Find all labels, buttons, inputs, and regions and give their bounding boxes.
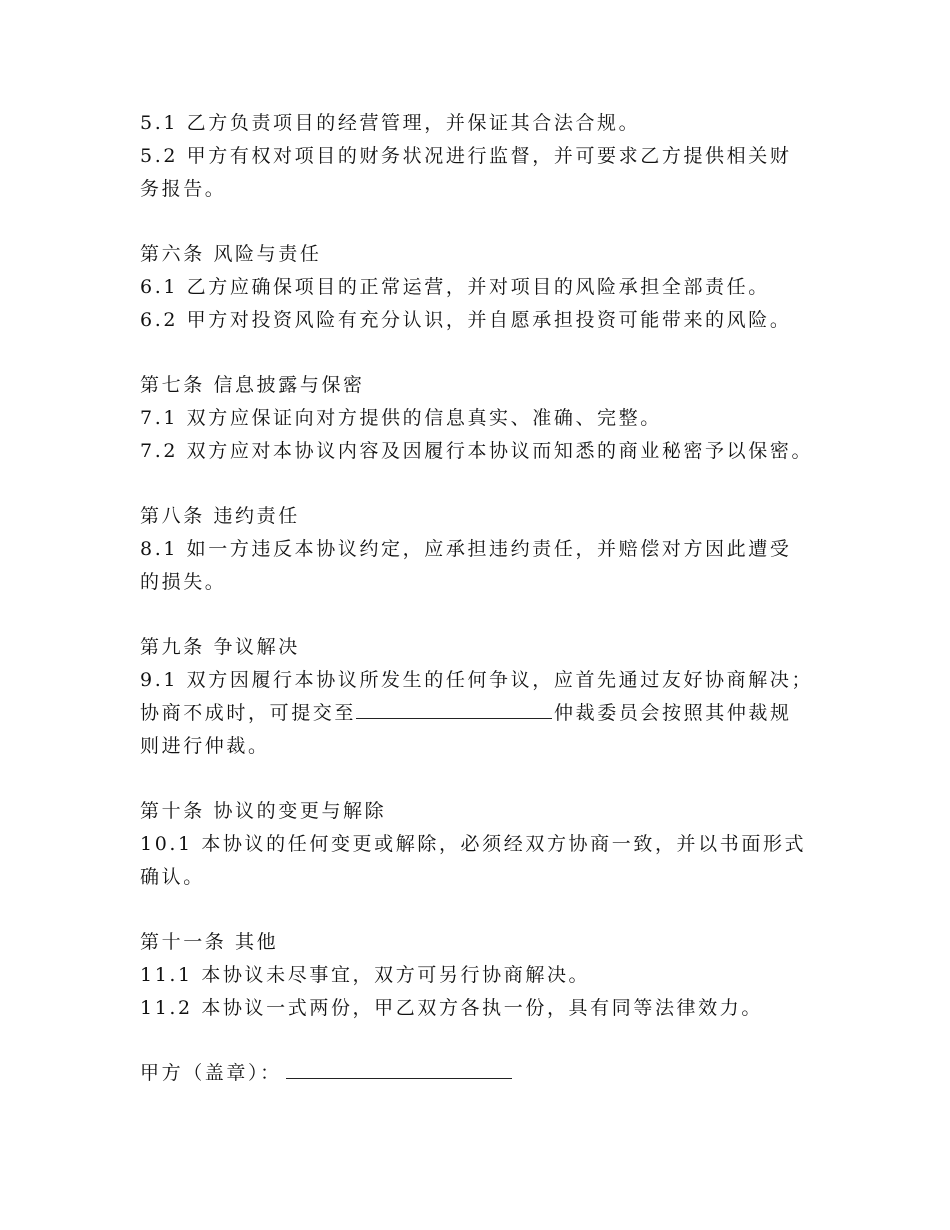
party-a-seal-label: 甲方（盖章）：: [140, 1062, 282, 1084]
article-8-heading: 第八条 违约责任: [140, 505, 300, 527]
article-9-heading: 第九条 争议解决: [140, 636, 300, 658]
clause-5-1: 5.1 乙方负责项目的经营管理，并保证其合法合规。: [140, 112, 641, 134]
clause-7-1: 7.1 双方应保证向对方提供的信息真实、准确、完整。: [140, 407, 662, 429]
article-10-heading: 第十条 协议的变更与解除: [140, 800, 387, 822]
clause-9-1-continued: 则进行仲裁。: [140, 735, 270, 757]
clause-11-1: 11.1 本协议未尽事宜，双方可另行协商解决。: [140, 964, 591, 986]
document-page: [140, 107, 840, 1090]
clause-7-2: 7.2 双方应对本协议内容及因履行本协议而知悉的商业秘密予以保密。: [140, 440, 814, 462]
article-11-heading: 第十一条 其他: [140, 931, 279, 953]
section-spacer: [140, 337, 840, 369]
party-a-signature-blank: [286, 1058, 512, 1079]
clause-8-1: 8.1 如一方违反本协议约定，应承担违约责任，并赔偿对方因此遭受: [140, 538, 792, 560]
clause-5-2: 5.2 甲方有权对项目的财务状况进行监督，并可要求乙方提供相关财: [140, 145, 792, 167]
article-6-heading: 第六条 风险与责任: [140, 243, 322, 265]
section-spacer: [140, 206, 840, 238]
section-spacer: [140, 894, 840, 926]
clause-10-1: 10.1 本协议的任何变更或解除，必须经双方协商一致，并以书面形式: [140, 833, 807, 855]
section-spacer: [140, 599, 840, 631]
section-spacer: [140, 763, 840, 795]
clause-5-2-continued: 务报告。: [140, 178, 227, 200]
arbitration-text-after: 仲裁委员会按照其仲裁规: [554, 702, 792, 724]
article-7-heading: 第七条 信息披露与保密: [140, 374, 365, 396]
clause-9-1-arbitration-line: [140, 697, 840, 730]
clause-6-1: 6.1 乙方应确保项目的正常运营，并对项目的风险承担全部责任。: [140, 276, 770, 298]
section-spacer: [140, 1025, 840, 1057]
clause-6-2: 6.2 甲方对投资风险有充分认识，并自愿承担投资可能带来的风险。: [140, 309, 792, 331]
clause-9-1: 9.1 双方因履行本协议所发生的任何争议，应首先通过友好协商解决；: [140, 669, 814, 691]
arbitration-text-before: 协商不成时，可提交至: [140, 702, 357, 724]
clause-8-1-continued: 的损失。: [140, 571, 227, 593]
clause-10-1-continued: 确认。: [140, 866, 205, 888]
clause-11-2: 11.2 本协议一式两份，甲乙双方各执一份，具有同等法律效力。: [140, 997, 763, 1019]
section-spacer: [140, 468, 840, 500]
party-a-signature-line: [140, 1057, 840, 1090]
arbitration-committee-blank: [356, 698, 552, 719]
